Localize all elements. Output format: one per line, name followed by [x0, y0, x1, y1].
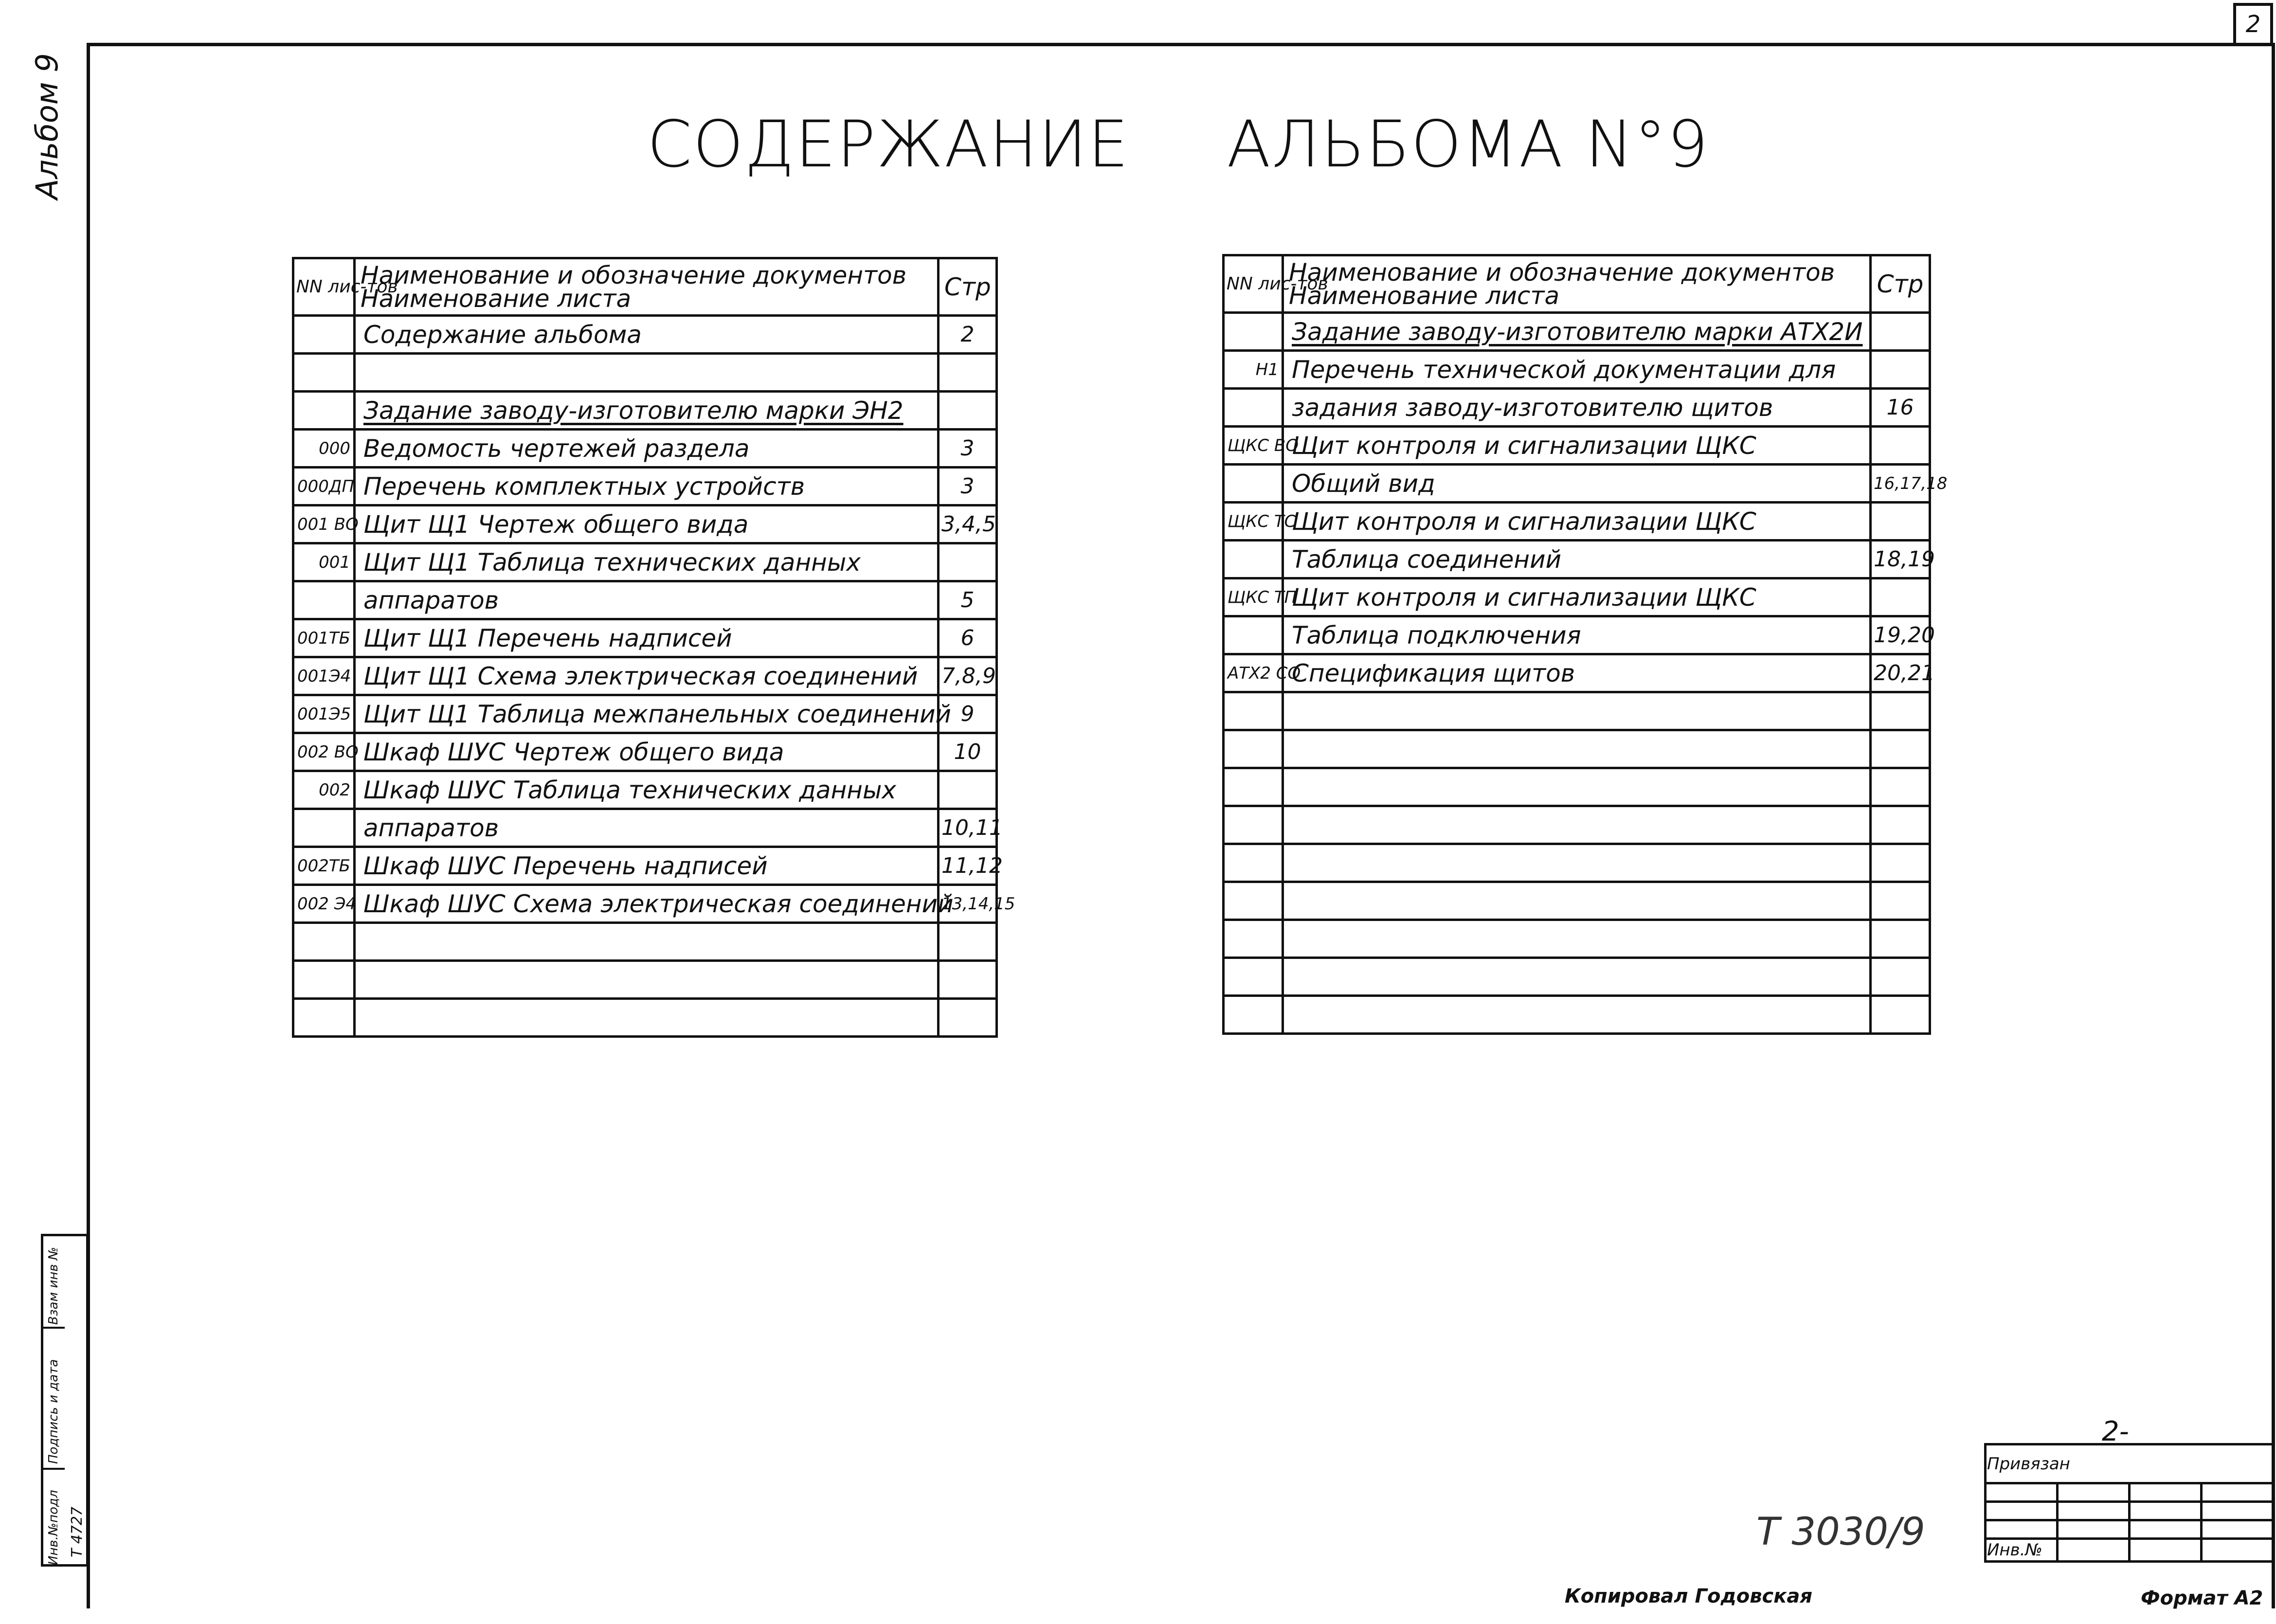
table-row [1224, 654, 1930, 692]
sheet-code [1224, 768, 1283, 806]
sheet-code: 002 [293, 771, 355, 809]
table-row [1224, 578, 1930, 616]
table-row [1224, 351, 1930, 389]
document-name [1283, 654, 1871, 692]
sheet-code: ЩКС ВО [1224, 427, 1283, 465]
page-numbers: 3,4,5 [939, 505, 997, 543]
page-numbers: 11,12 [939, 847, 997, 885]
document-name-text: Щит контроля и сигнализации ЩКС [1292, 583, 1756, 612]
document-name [355, 354, 939, 392]
document-name [1283, 996, 1871, 1034]
table-row [293, 847, 997, 885]
document-name-text: Щит Щ1 Чертеж общего вида [363, 510, 749, 539]
sheet-code [1224, 920, 1283, 958]
table-header [293, 258, 997, 316]
sheet-code [293, 809, 355, 847]
document-name [1283, 578, 1871, 616]
page-numbers [1871, 768, 1930, 806]
page-number: 2 [2233, 3, 2273, 46]
document-name [355, 430, 939, 468]
album-side-label: Альбом 9 [29, 53, 65, 199]
sheet-code [293, 999, 355, 1037]
table-row [293, 468, 997, 505]
contents-table-right [1222, 254, 1948, 1035]
table-row [1224, 465, 1930, 503]
document-name [355, 543, 939, 581]
page-numbers: 3 [939, 468, 997, 505]
linkage-stamp [1984, 1443, 2275, 1563]
table-row [293, 657, 997, 695]
sheet-code: Н1 [1224, 351, 1283, 389]
sheet-code: 001Э5 [293, 695, 355, 733]
document-name [1283, 844, 1871, 882]
document-name [1283, 427, 1871, 465]
sheet-code: 001 ВО [293, 505, 355, 543]
sheet-code [293, 316, 355, 354]
table-header [1224, 255, 1930, 313]
page-numbers [1871, 692, 1930, 730]
side-stamp-block [41, 1234, 89, 1567]
table-row [293, 733, 997, 771]
sheet-code: 001ТБ [293, 619, 355, 657]
sheet-code: 002 ВО [293, 733, 355, 771]
sheet-code: АТХ2 СО [1224, 654, 1283, 692]
page-numbers [1871, 313, 1930, 351]
document-name-text: Щит Щ1 Таблица технических данных [363, 548, 861, 577]
page-numbers: 20,21 [1871, 654, 1930, 692]
document-name-text: Шкаф ШУС Схема электрическая соединений [363, 889, 954, 918]
table-row [1224, 427, 1930, 465]
page-numbers [1871, 882, 1930, 920]
document-name-text: Щит Щ1 Схема электрическая соединений [363, 662, 918, 690]
document-name-text: аппаратов [363, 586, 499, 614]
sheet-code [293, 923, 355, 961]
page-numbers: 18,19 [1871, 541, 1930, 578]
page-numbers: 16 [1871, 389, 1930, 427]
header-name-line-1: Наименование и обозначение документов [1289, 258, 1835, 287]
sheet-code [1224, 616, 1283, 654]
table-row [293, 392, 997, 430]
sheet-code [1224, 844, 1283, 882]
table-row [1224, 958, 1930, 996]
document-name [1283, 882, 1871, 920]
document-name-text: Щит контроля и сигнализации ЩКС [1292, 431, 1756, 460]
signature-mark: 2- [2102, 1416, 2129, 1447]
header-name-line-2: Наименование листа [361, 284, 632, 313]
table-row [1224, 313, 1930, 351]
document-name-text: Общий вид [1292, 469, 1435, 498]
table-row [293, 999, 997, 1037]
title-part-1: СОДЕРЖАНИЕ [647, 107, 1130, 182]
table-row [293, 619, 997, 657]
table-row [1224, 806, 1930, 844]
document-name [355, 619, 939, 657]
page-numbers [939, 354, 997, 392]
document-name-text: Задание заводу-изготовителю марки ЭН2 [363, 396, 903, 425]
page-numbers [1871, 578, 1930, 616]
table-row [1224, 389, 1930, 427]
page-numbers: 7,8,9 [939, 657, 997, 695]
side-inv-value: Т 4727 [69, 1506, 86, 1557]
sheet-code [1224, 882, 1283, 920]
page-numbers [1871, 920, 1930, 958]
document-name [1283, 730, 1871, 768]
sheet-code [293, 354, 355, 392]
sheet-code: 000ДП [293, 468, 355, 505]
page-numbers: 10 [939, 733, 997, 771]
header-document-name [355, 258, 939, 316]
header-name-line-2: Наименование листа [1289, 281, 1560, 310]
document-name [1283, 692, 1871, 730]
document-name-text: Таблица соединений [1292, 545, 1562, 574]
sheet-code: 001 [293, 543, 355, 581]
document-name [1283, 806, 1871, 844]
document-number: Т 3030/9 [1756, 1510, 1925, 1554]
document-name-text: аппаратов [363, 813, 499, 842]
table-row [293, 771, 997, 809]
page-numbers [939, 392, 997, 430]
sheet-code [293, 392, 355, 430]
document-name [355, 999, 939, 1037]
page-numbers: 16,17,18 [1871, 465, 1930, 503]
table-row [1224, 503, 1930, 541]
header-sheet-number: NN лис-тов [293, 258, 355, 316]
document-name [355, 695, 952, 733]
document-name-text: Щит Щ1 Перечень надписей [363, 624, 732, 652]
document-name-text: Спецификация щитов [1292, 659, 1575, 687]
sheet-code [1224, 313, 1283, 351]
sheet-code: 001Э4 [293, 657, 355, 695]
document-name-text: Перечень технической документации для [1292, 355, 1836, 384]
table-row [293, 923, 997, 961]
document-name-text: Шкаф ШУС Чертеж общего вида [363, 738, 784, 766]
side-label-sign-date: Подпись и дата [46, 1359, 61, 1464]
document-name-text: Щит Щ1 Таблица межпанельных соединений [363, 700, 952, 728]
table-row [293, 581, 997, 619]
sheet-code [1224, 389, 1283, 427]
document-name-text: задания заводу-изготовителю щитов [1292, 393, 1773, 422]
document-name [1283, 616, 1871, 654]
document-name [355, 505, 939, 543]
document-name [1283, 465, 1871, 503]
document-name-text: Шкаф ШУС Перечень надписей [363, 851, 768, 880]
page-numbers: 6 [939, 619, 997, 657]
document-name [355, 809, 939, 847]
table-row [1224, 882, 1930, 920]
page-numbers: 19,20 [1871, 616, 1930, 654]
table-row [293, 543, 997, 581]
table-row [1224, 616, 1930, 654]
sheet-code [293, 961, 355, 999]
table-row [293, 809, 997, 847]
table-row [1224, 920, 1930, 958]
document-name [1283, 920, 1871, 958]
table-row [293, 505, 997, 543]
document-name [1283, 958, 1871, 996]
sheet-code: 000 [293, 430, 355, 468]
document-name [355, 392, 939, 430]
contents-table-left [292, 257, 1015, 1038]
sheet-code [1224, 692, 1283, 730]
document-name [1283, 503, 1871, 541]
header-page: Стр [939, 258, 997, 316]
table-row [1224, 768, 1930, 806]
title-part-2: АЛЬБОМА N°9 [1227, 107, 1709, 182]
document-name [355, 923, 939, 961]
table-row [293, 430, 997, 468]
document-name [355, 733, 939, 771]
document-name [1283, 389, 1871, 427]
document-name [1283, 313, 1871, 351]
document-name [1283, 541, 1871, 578]
sheet-code: ЩКС ТП [1224, 578, 1283, 616]
page-numbers [939, 923, 997, 961]
page-numbers: 5 [939, 581, 997, 619]
page-numbers: 13,14,15 [939, 885, 997, 923]
header-page: Стр [1871, 255, 1930, 313]
page-numbers [939, 999, 997, 1037]
document-name-text: Перечень комплектных устройств [363, 472, 805, 501]
document-name-text: Щит контроля и сигнализации ЩКС [1292, 507, 1756, 536]
page-numbers: 2 [939, 316, 997, 354]
document-name [355, 961, 939, 999]
page-numbers [1871, 996, 1930, 1034]
page-numbers [939, 543, 997, 581]
sheet-format: Формат А2 [2141, 1587, 2263, 1609]
page-numbers [1871, 351, 1930, 389]
table-row [293, 961, 997, 999]
page-numbers: 10,11 [939, 809, 997, 847]
sheet-code [1224, 465, 1283, 503]
page-title [647, 107, 1709, 182]
header-name-line-1: Наименование и обозначение документов [361, 261, 907, 289]
sheet-code: ЩКС ТС [1224, 503, 1283, 541]
side-label-inv-orig: Инв.№подл [46, 1490, 61, 1565]
table-row [1224, 730, 1930, 768]
page-numbers: 3 [939, 430, 997, 468]
table-row [1224, 844, 1930, 882]
sheet-code [1224, 730, 1283, 768]
header-sheet-number: NN лис-тов [1224, 255, 1283, 313]
document-name-text: Таблица подключения [1292, 621, 1581, 650]
page-numbers [1871, 503, 1930, 541]
document-name-text: Ведомость чертежей раздела [363, 434, 750, 463]
table-row [1224, 541, 1930, 578]
sheet-code: 002 Э4 [293, 885, 355, 923]
document-name [355, 316, 939, 354]
document-name [355, 468, 939, 505]
page-numbers [939, 961, 997, 999]
document-name-text: Задание заводу-изготовителю марки АТХ2И [1292, 317, 1863, 346]
page-numbers [1871, 806, 1930, 844]
table-row [293, 885, 997, 923]
page-numbers [939, 771, 997, 809]
page-numbers [1871, 427, 1930, 465]
page-numbers [1871, 844, 1930, 882]
table-row [1224, 692, 1930, 730]
sheet-code: 002ТБ [293, 847, 355, 885]
stamp-inv-label: Инв.№ [1986, 1539, 2058, 1562]
document-name [355, 847, 939, 885]
document-name [1283, 351, 1871, 389]
sheet-code [293, 581, 355, 619]
table-row [293, 316, 997, 354]
page-numbers [1871, 730, 1930, 768]
page-numbers: 9 [939, 695, 997, 733]
table-row [1224, 996, 1930, 1034]
sheet-code [1224, 806, 1283, 844]
document-name [1283, 768, 1871, 806]
header-document-name [1283, 255, 1871, 313]
table-row [293, 695, 997, 733]
stamp-linked-label: Привязан [1986, 1444, 2274, 1483]
sheet-code [1224, 996, 1283, 1034]
copied-by: Копировал Годовская [1565, 1585, 1813, 1607]
sheet-code [1224, 541, 1283, 578]
document-name [355, 885, 954, 923]
side-label-replace-inv: Взам инв № [46, 1247, 61, 1325]
table-row [293, 354, 997, 392]
page-numbers [1871, 958, 1930, 996]
sheet-code [1224, 958, 1283, 996]
document-name [355, 581, 939, 619]
document-name-text: Содержание альбома [363, 320, 642, 349]
document-name [355, 657, 939, 695]
document-name [355, 771, 939, 809]
document-name-text: Шкаф ШУС Таблица технических данных [363, 776, 897, 804]
